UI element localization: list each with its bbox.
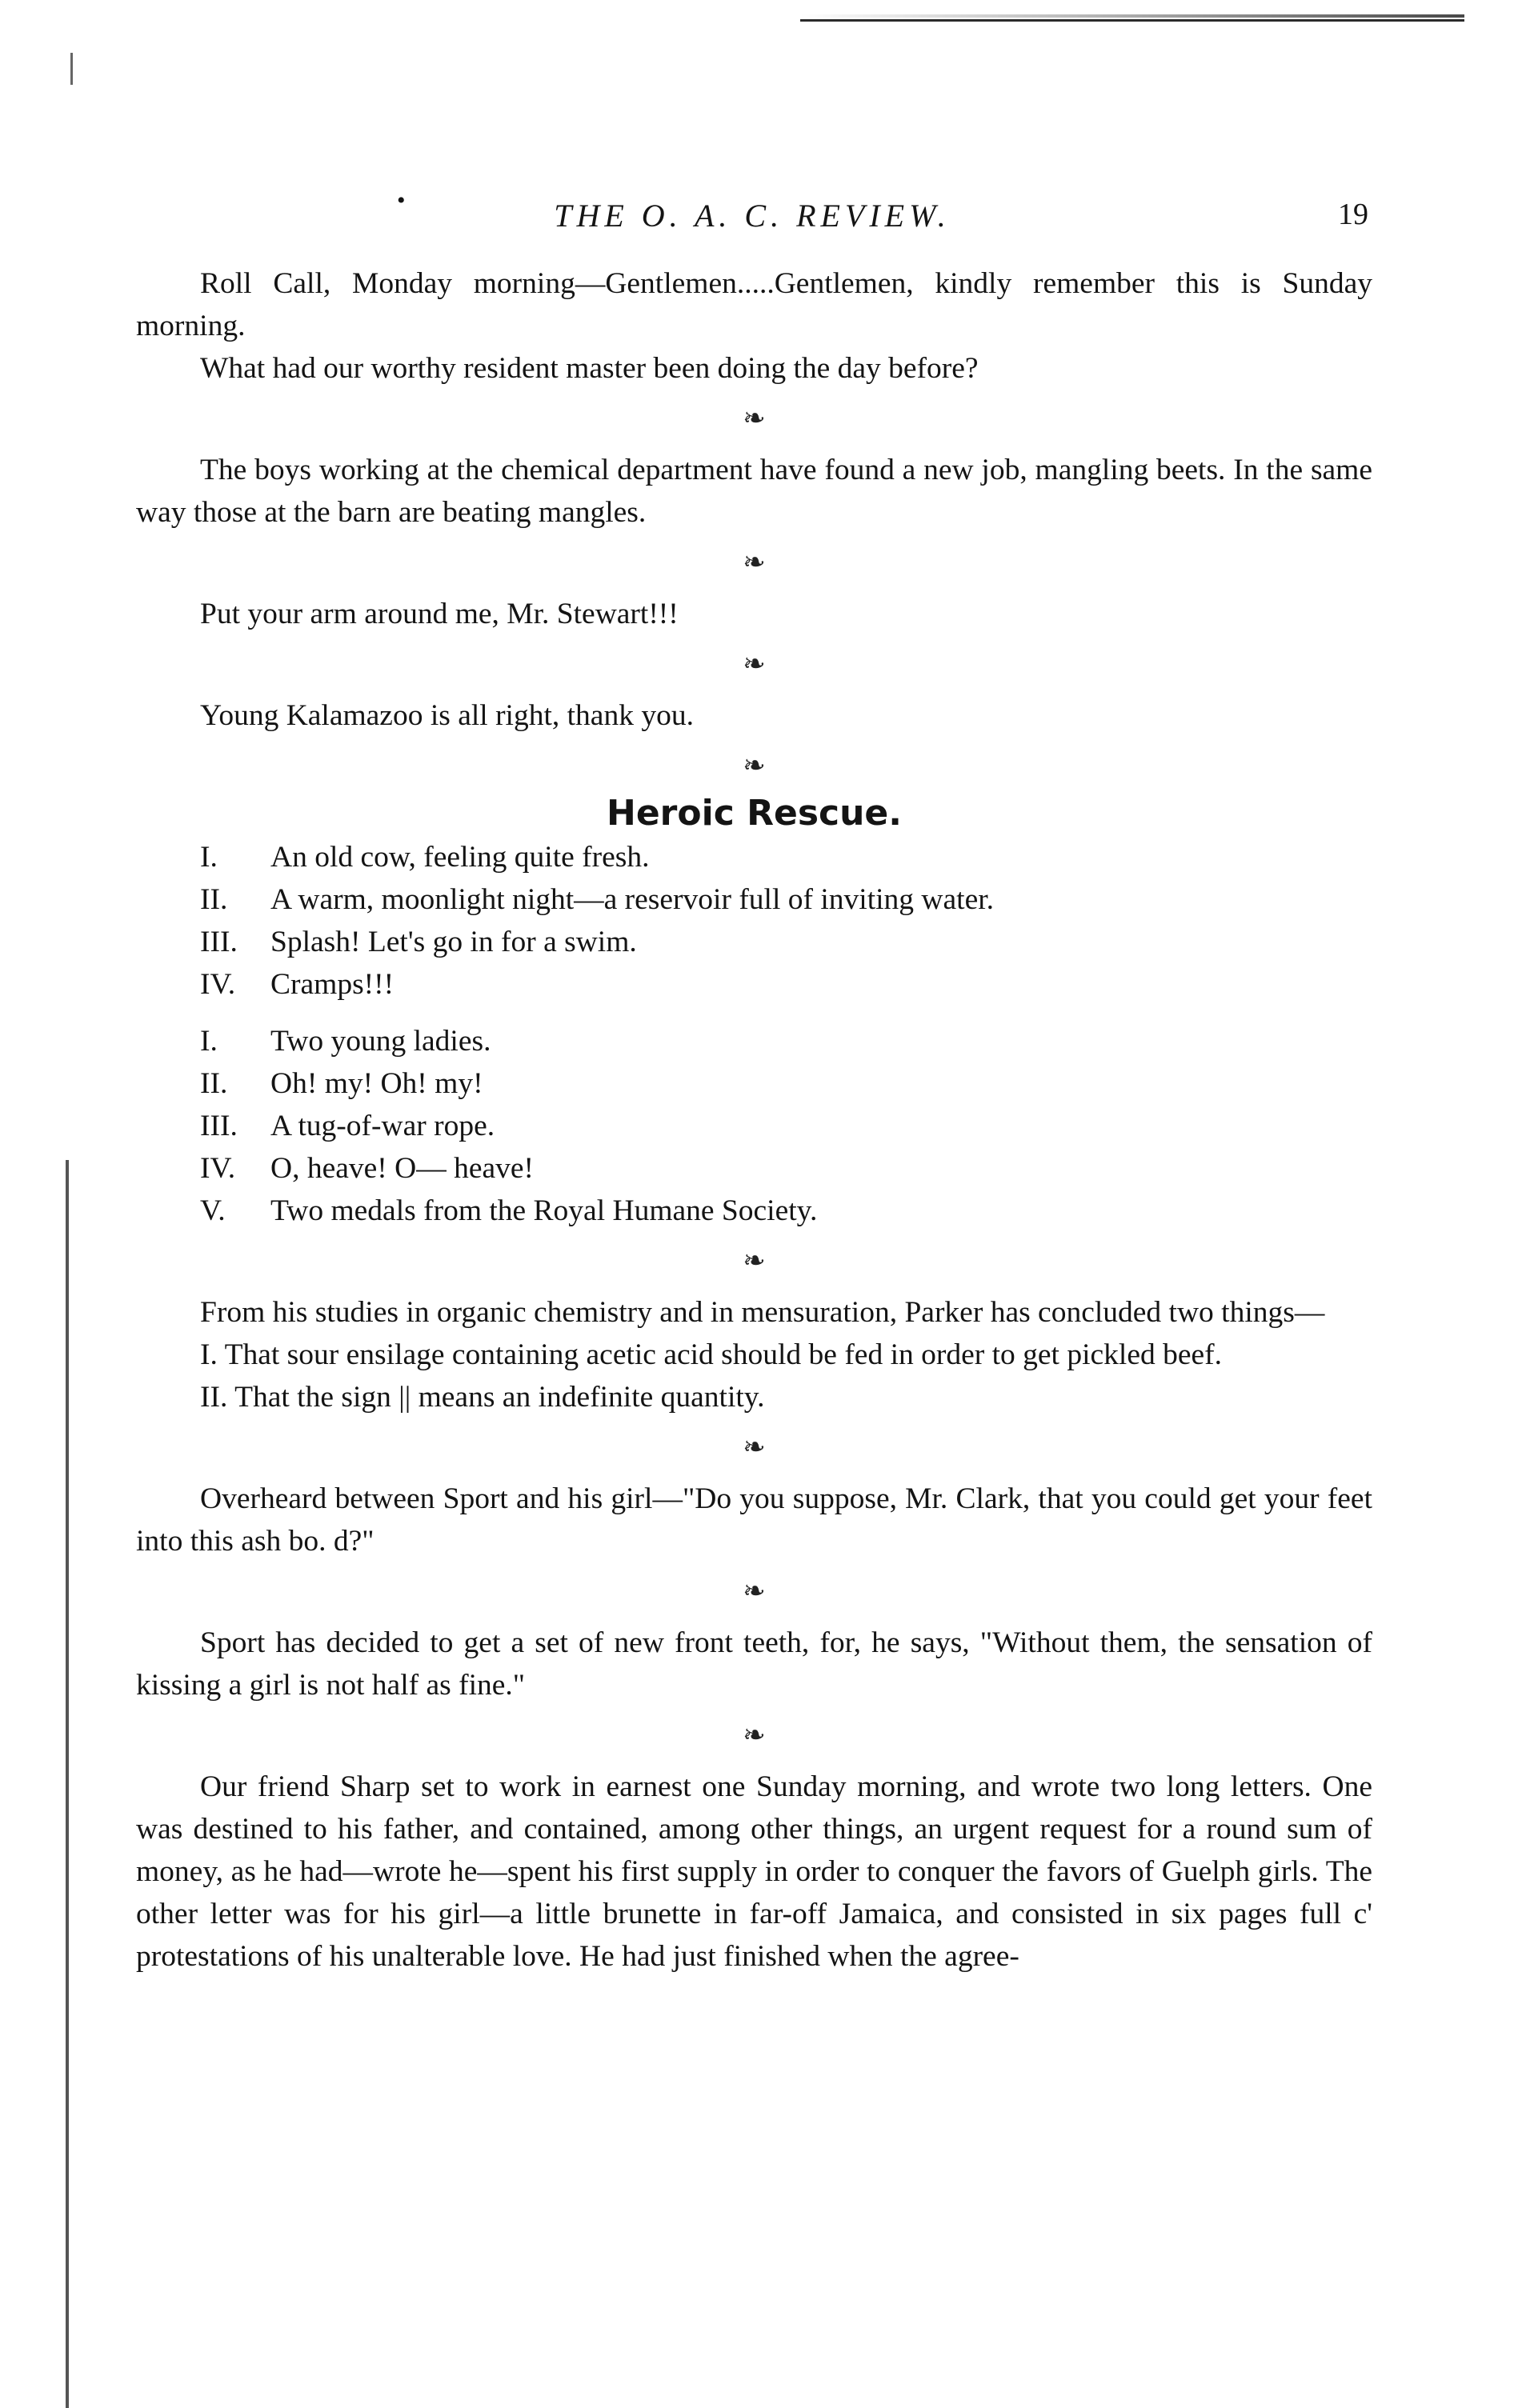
rescue-list-2 [136, 1020, 1372, 1232]
ornament-icon: ❧ [743, 1721, 766, 1750]
paragraph-parker-point-2: II. That the sign || means an indefinite quantity. [200, 1381, 765, 1414]
ornament-icon: ❧ [743, 1433, 766, 1462]
paragraph-sport-teeth: Sport has decided to get a set of new front teeth, for, he says, "Without them, the sensation of kissing a girl is not half as fine." [136, 1626, 1372, 1702]
ornament-icon: ❧ [743, 650, 766, 679]
list-item: III. A tug-of-war rope. [200, 1110, 495, 1142]
paragraph-overheard: Overheard between Sport and his girl—"Do you suppose, Mr. Clark, that you could get your feet into this ash bo. d?" [136, 1482, 1372, 1558]
paragraph-sharp-letters: Our friend Sharp set to work in earnest one Sunday morning, and wrote two long letters. One was destined to his father, and contained, among other things, an urgent request for a round sum of money, as he had—wrote he—spent his first supply in order to conquer the favors of Guelph girls. The other letter was for his girl—a little brunette in far-off Jamaica, and consisted in six pages full c' protestations of his unalterable love. He had just finished when the agree- [136, 1770, 1372, 1973]
list-item: III. Splash! Let's go in for a swim. [200, 926, 637, 958]
paragraph-kalamazoo: Young Kalamazoo is all right, thank you. [200, 699, 694, 732]
ornament-icon: ❧ [743, 1577, 766, 1606]
ornament-icon: ❧ [743, 548, 766, 578]
paragraph-resident-master: What had our worthy resident master been doing the day before? [200, 352, 979, 385]
page-body [136, 262, 1372, 1978]
ornament-icon: ❧ [743, 751, 766, 781]
section-heading: Heroic Rescue. [607, 793, 902, 834]
running-title: THE O. A. C. REVIEW. [554, 198, 951, 234]
margin-mark [70, 53, 73, 85]
list-item: II. Oh! my! Oh! my! [200, 1067, 483, 1100]
list-item: I. An old cow, feeling quite fresh. [200, 841, 650, 874]
list-item: IV. O, heave! O— heave! [200, 1152, 535, 1185]
running-header [136, 187, 1368, 238]
list-item: V. Two medals from the Royal Humane Society. [200, 1194, 818, 1227]
top-rule [800, 14, 1464, 24]
paragraph-roll-call: Roll Call, Monday morning—Gentlemen.....Gentlemen, kindly remember this is Sunday morning. [136, 267, 1372, 342]
binding-margin-line [66, 1160, 69, 2408]
list-item: I. Two young ladies. [200, 1025, 491, 1058]
list-item: II. A warm, moonlight night—a reservoir full of inviting water. [200, 883, 995, 916]
page-number: 19 [1338, 198, 1368, 231]
ornament-icon: ❧ [743, 1246, 766, 1276]
paragraph-chemical-department: The boys working at the chemical department have found a new job, mangling beets. In the same way those at the barn are beating mangles. [136, 454, 1372, 529]
header-bullet: • [397, 187, 406, 214]
paragraph-parker-point-1: I. That sour ensilage containing acetic acid should be fed in order to get pickled beef. [200, 1338, 1222, 1371]
paragraph-mr-stewart: Put your arm around me, Mr. Stewart!!! [200, 598, 679, 630]
list-item: IV. Cramps!!! [200, 968, 395, 1001]
paragraph-parker: From his studies in organic chemistry and in mensuration, Parker has concluded two things— [200, 1296, 1325, 1329]
ornament-icon: ❧ [743, 404, 766, 434]
rescue-list-1 [136, 836, 1372, 1006]
